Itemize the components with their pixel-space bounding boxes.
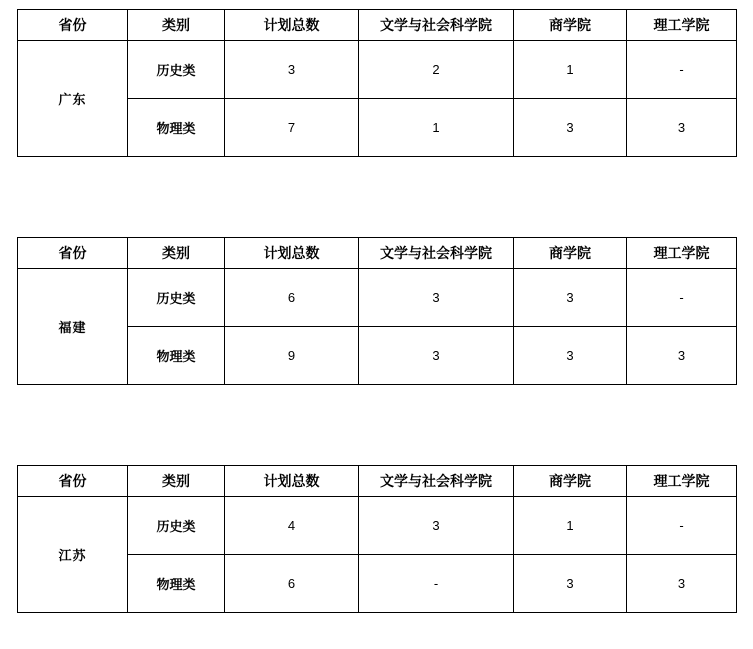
table-header-row bbox=[18, 466, 737, 497]
table-row bbox=[18, 269, 737, 327]
table-row bbox=[18, 497, 737, 555]
category-label: 历史类 bbox=[128, 269, 225, 327]
province-plan-table-guangdong bbox=[17, 9, 736, 157]
total-value: 4 bbox=[225, 497, 359, 555]
table-row bbox=[18, 41, 737, 99]
table-header-row bbox=[18, 10, 737, 41]
province-plan-table-fujian bbox=[17, 237, 736, 385]
total-value: 3 bbox=[225, 41, 359, 99]
plan-table bbox=[17, 237, 737, 385]
plan-table bbox=[17, 465, 737, 613]
engineering-value: 3 bbox=[627, 327, 737, 385]
table-header-row bbox=[18, 238, 737, 269]
category-label: 物理类 bbox=[128, 555, 225, 613]
column-header-business: 商学院 bbox=[514, 10, 627, 41]
category-label: 历史类 bbox=[128, 41, 225, 99]
column-header-province: 省份 bbox=[18, 466, 128, 497]
business-value: 3 bbox=[514, 99, 627, 157]
column-header-total: 计划总数 bbox=[225, 10, 359, 41]
liberal-arts-value: 2 bbox=[359, 41, 514, 99]
column-header-total: 计划总数 bbox=[225, 466, 359, 497]
engineering-value: - bbox=[627, 41, 737, 99]
business-value: 1 bbox=[514, 497, 627, 555]
total-value: 9 bbox=[225, 327, 359, 385]
category-label: 历史类 bbox=[128, 497, 225, 555]
column-header-liberal-arts: 文学与社会科学院 bbox=[359, 238, 514, 269]
business-value: 3 bbox=[514, 555, 627, 613]
column-header-province: 省份 bbox=[18, 10, 128, 41]
column-header-liberal-arts: 文学与社会科学院 bbox=[359, 466, 514, 497]
liberal-arts-value: 3 bbox=[359, 269, 514, 327]
total-value: 6 bbox=[225, 269, 359, 327]
province-name: 广东 bbox=[18, 41, 128, 157]
business-value: 1 bbox=[514, 41, 627, 99]
liberal-arts-value: 3 bbox=[359, 327, 514, 385]
category-label: 物理类 bbox=[128, 327, 225, 385]
total-value: 6 bbox=[225, 555, 359, 613]
engineering-value: - bbox=[627, 269, 737, 327]
business-value: 3 bbox=[514, 327, 627, 385]
column-header-engineering: 理工学院 bbox=[627, 10, 737, 41]
liberal-arts-value: - bbox=[359, 555, 514, 613]
column-header-category: 类别 bbox=[128, 10, 225, 41]
plan-table bbox=[17, 9, 737, 157]
column-header-business: 商学院 bbox=[514, 466, 627, 497]
liberal-arts-value: 3 bbox=[359, 497, 514, 555]
column-header-category: 类别 bbox=[128, 466, 225, 497]
column-header-province: 省份 bbox=[18, 238, 128, 269]
engineering-value: 3 bbox=[627, 555, 737, 613]
column-header-business: 商学院 bbox=[514, 238, 627, 269]
liberal-arts-value: 1 bbox=[359, 99, 514, 157]
column-header-engineering: 理工学院 bbox=[627, 238, 737, 269]
province-plan-table-jiangsu bbox=[17, 465, 736, 613]
total-value: 7 bbox=[225, 99, 359, 157]
engineering-value: 3 bbox=[627, 99, 737, 157]
province-name: 江苏 bbox=[18, 497, 128, 613]
business-value: 3 bbox=[514, 269, 627, 327]
column-header-total: 计划总数 bbox=[225, 238, 359, 269]
column-header-engineering: 理工学院 bbox=[627, 466, 737, 497]
category-label: 物理类 bbox=[128, 99, 225, 157]
column-header-liberal-arts: 文学与社会科学院 bbox=[359, 10, 514, 41]
province-name: 福建 bbox=[18, 269, 128, 385]
engineering-value: - bbox=[627, 497, 737, 555]
column-header-category: 类别 bbox=[128, 238, 225, 269]
